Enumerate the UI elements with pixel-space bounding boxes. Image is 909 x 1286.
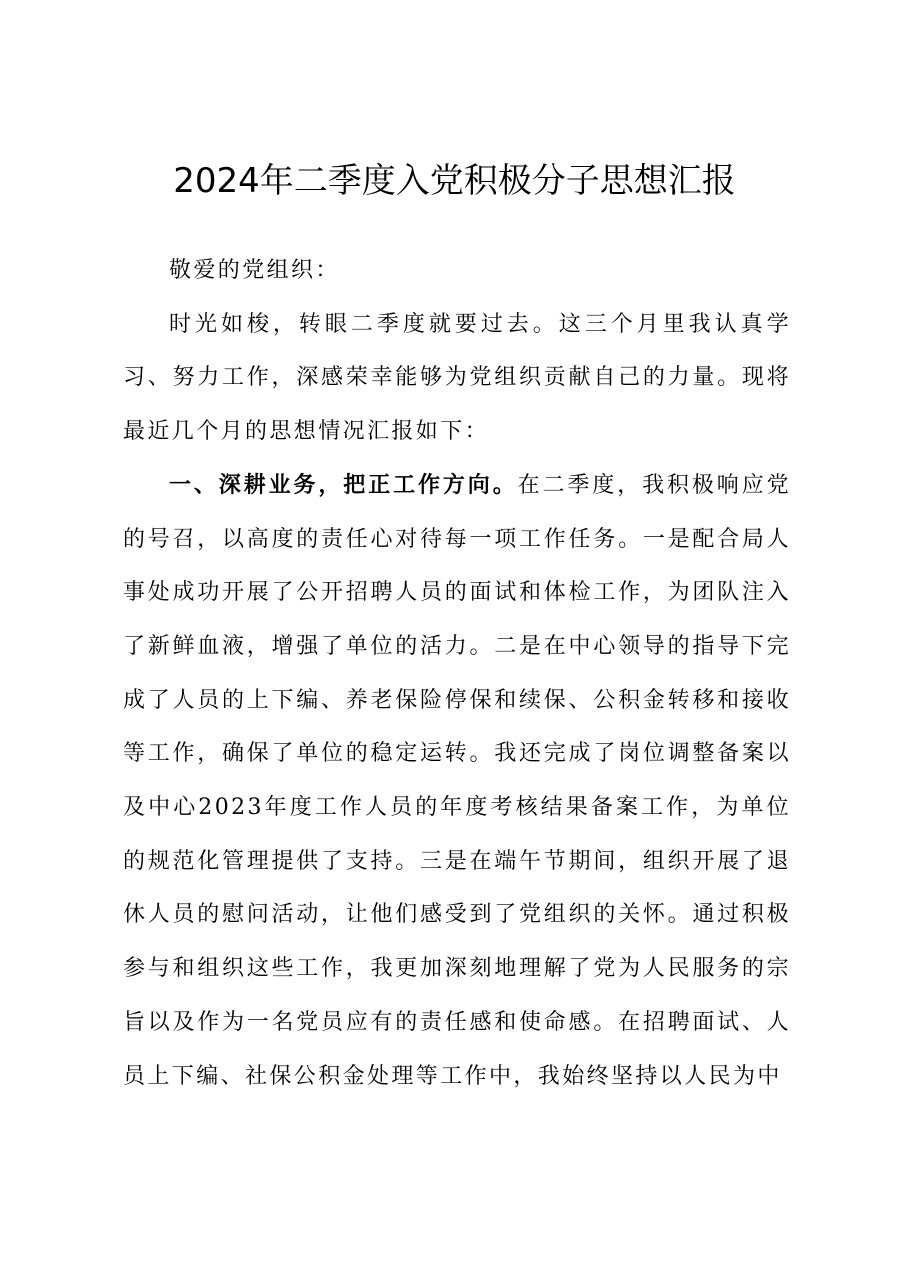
section-1-paragraph bbox=[123, 459, 791, 1103]
section-1-body: 在二季度，我积极响应党的号召，以高度的责任心对待每一项工作任务。一是配合局人事处成功开展了公开招聘人员的面试和体检工作，为团队注入了新鲜血液，增强了单位的活力。二是在中心领导的指导下完成了人员的上下编、养老保险停保和续保、公积金转移和接收等工作，确保了单位的稳定运转。我还完成了岗位调整备案以及中心2023年度工作人员的年度考核结果备案工作，为单位的规范化管理提供了支持。三是在端午节期间，组织开展了退休人员的慰问活动，让他们感受到了党组织的关怀。通过积极参与和组织这些工作，我更加深刻地理解了党为人民服务的宗旨以及作为一名党员应有的责任感和使命感。在招聘面试、人员上下编、社保公积金处理等工作中，我始终坚持以人民为中 bbox=[123, 472, 791, 1089]
section-1-heading: 一、深耕业务，把正工作方向。 bbox=[169, 472, 518, 498]
intro-paragraph: 时光如梭，转眼二季度就要过去。这三个月里我认真学习、努力工作，深感荣幸能够为党组织贡献自己的力量。现将最近几个月的思想情况汇报如下： bbox=[123, 311, 791, 445]
salutation: 敬爱的党组织： bbox=[169, 258, 340, 283]
document-title: 2024年二季度入党积极分子思想汇报 bbox=[173, 161, 736, 201]
document-body bbox=[123, 244, 791, 1103]
